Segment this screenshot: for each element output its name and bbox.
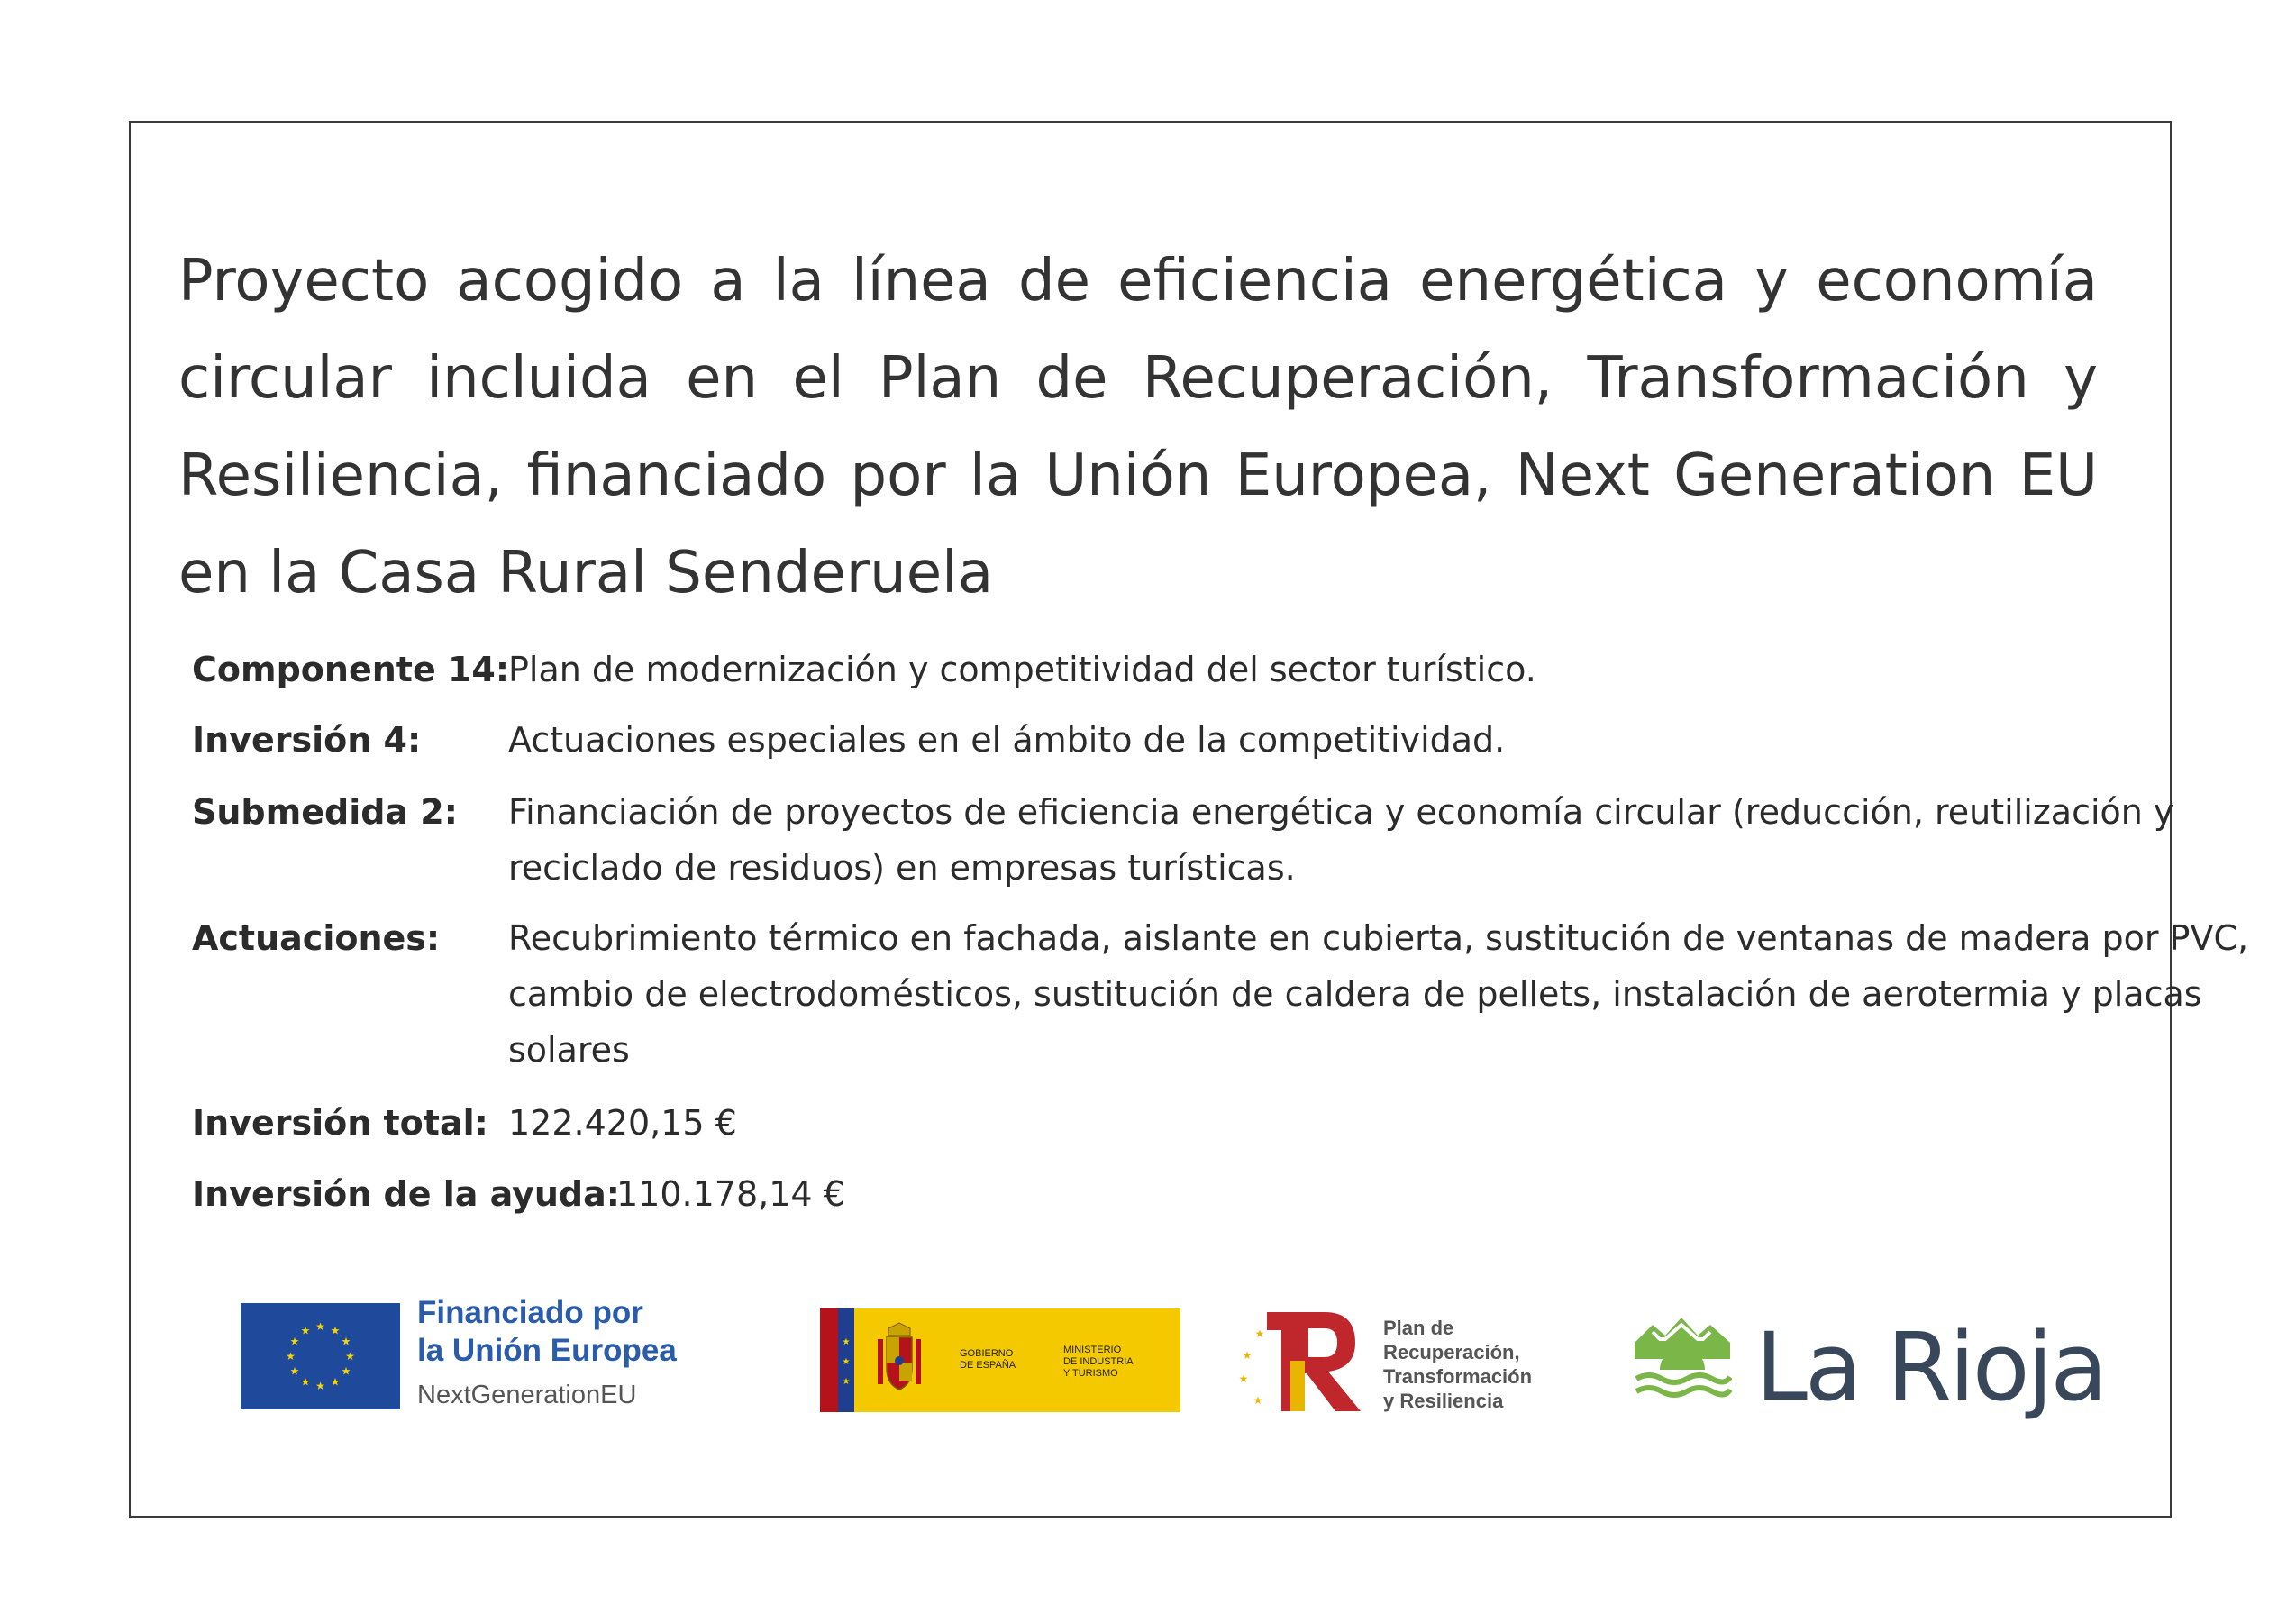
svg-text:★: ★	[330, 1375, 341, 1389]
svg-text:★: ★	[1238, 1372, 1249, 1385]
svg-text:★: ★	[330, 1324, 341, 1337]
svg-text:★: ★	[300, 1375, 311, 1389]
detail-label: Submedida 2:	[192, 792, 458, 832]
detail-value: 110.178,14 €	[616, 1174, 845, 1214]
svg-text:★: ★	[341, 1335, 351, 1348]
la-rioja-landscape-icon	[1633, 1312, 1732, 1411]
eu-nextgen-text: NextGenerationEU	[417, 1381, 637, 1409]
svg-text:★: ★	[1242, 1349, 1253, 1362]
detail-value: Actuaciones especiales en el ámbito de la competitividad.	[508, 720, 1506, 760]
detail-value: Recubrimiento térmico en fachada, aislante en cubierta, sustitución de ventanas de madera por PVC, cambio de electrodomésticos, sustitución de caldera de pellets, instalación de aerotermia y placas solares	[508, 918, 2249, 1070]
gobierno-text: GOBIERNO DE ESPAÑA	[960, 1348, 1016, 1371]
svg-text:★: ★	[1254, 1327, 1265, 1340]
detail-value: Plan de modernización y competitividad del sector turístico.	[508, 650, 1536, 689]
svg-text:★: ★	[1253, 1394, 1263, 1407]
la-rioja-wordmark: La Rioja	[1755, 1312, 2106, 1422]
svg-text:★: ★	[300, 1324, 311, 1337]
svg-text:★: ★	[315, 1380, 325, 1392]
svg-text:★: ★	[315, 1320, 325, 1333]
detail-label: Actuaciones:	[192, 918, 441, 958]
eu-flag-icon	[241, 1303, 400, 1409]
gobierno-logo	[820, 1308, 1180, 1412]
detail-label: Componente 14:	[192, 650, 510, 689]
svg-text:★: ★	[842, 1377, 851, 1387]
svg-text:★: ★	[289, 1364, 300, 1378]
detail-label: Inversión total:	[192, 1103, 488, 1143]
svg-text:★: ★	[286, 1350, 296, 1363]
svg-text:★: ★	[345, 1350, 355, 1363]
svg-text:★: ★	[842, 1337, 851, 1347]
svg-text:★: ★	[341, 1364, 351, 1378]
prtr-logo-icon	[1235, 1308, 1370, 1415]
detail-label: Inversión 4:	[192, 720, 422, 760]
prtr-text: Plan de Recuperación, Transformación y Resiliencia	[1383, 1317, 1533, 1412]
svg-text:★: ★	[842, 1357, 851, 1367]
spain-coat-of-arms-icon	[874, 1321, 925, 1399]
detail-label: Inversión de la ayuda:	[192, 1174, 620, 1214]
detail-value: Financiación de proyectos de eficiencia energética y economía circular (reducción, reutilización y reciclado de residuos) en empresas turísticas.	[508, 792, 2174, 888]
svg-text:★: ★	[289, 1335, 300, 1348]
detail-value: 122.420,15 €	[508, 1103, 737, 1143]
project-title: Proyecto acogido a la línea de eficiencia energética y economía circular incluida en el Plan de Recuperación, Transformación y Resiliencia, financiado por la Unión Europea, Next Generation EU en la Casa Rural Senderuela	[178, 248, 2098, 606]
ministerio-text: MINISTERIO DE INDUSTRIA Y TURISMO	[1063, 1345, 1134, 1379]
eu-funding-text: Financiado por la Unión Europea	[417, 1295, 677, 1368]
